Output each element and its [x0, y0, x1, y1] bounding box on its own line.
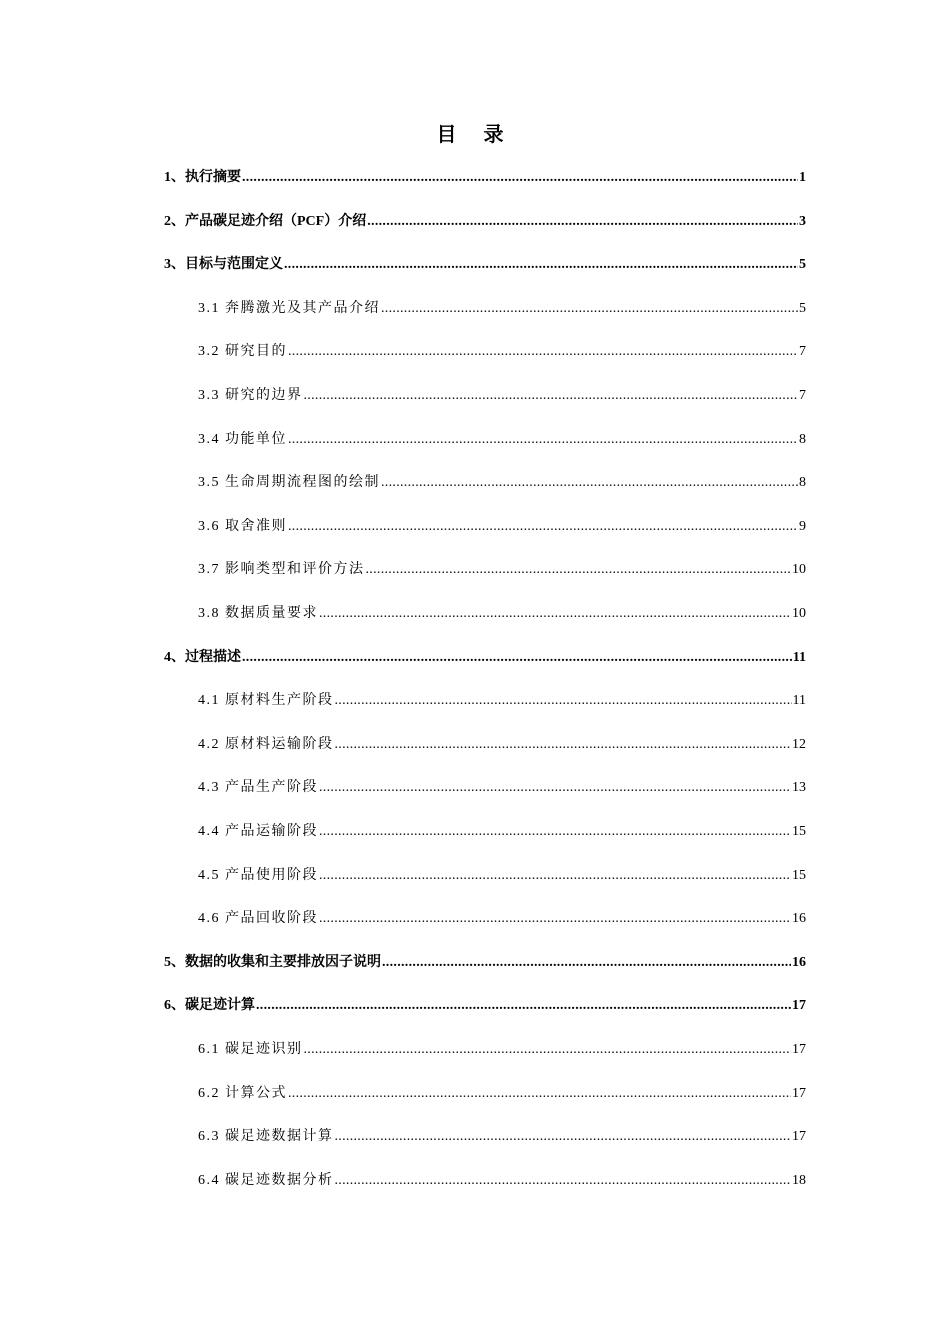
toc-entry[interactable] [198, 471, 806, 495]
toc-entry-page-number: 16 [792, 955, 806, 970]
toc-entry-label: 6、碳足迹计算 [164, 998, 255, 1013]
toc-entry-page-number: 16 [792, 911, 806, 926]
toc-entry-page-number: 11 [792, 693, 806, 708]
toc-entry-label: 5、数据的收集和主要排放因子说明 [164, 955, 381, 970]
toc-entry[interactable] [198, 733, 806, 757]
toc-leader-dots [288, 340, 798, 364]
toc-entry-label: 6.3 碳足迹数据计算 [198, 1129, 334, 1144]
toc-entry-page-number: 17 [792, 1129, 806, 1144]
toc-entry-page-number: 13 [792, 780, 806, 795]
toc-entry[interactable] [198, 776, 806, 800]
toc-entry-page-number: 15 [792, 868, 806, 883]
toc-leader-dots [304, 384, 799, 408]
toc-entry-page-number: 10 [792, 562, 806, 577]
toc-leader-dots [382, 951, 791, 975]
toc-entry-label: 4.1 原材料生产阶段 [198, 693, 334, 708]
toc-leader-dots [319, 907, 791, 931]
toc-entry-label: 4.5 产品使用阶段 [198, 868, 318, 883]
toc-entry-page-number: 17 [792, 1042, 806, 1057]
toc-entry-label: 6.2 计算公式 [198, 1086, 287, 1101]
toc-entry-page-number: 12 [792, 737, 806, 752]
toc-entry-label: 3.7 影响类型和评价方法 [198, 562, 365, 577]
toc-leader-dots [319, 864, 791, 888]
toc-entry-label: 4.2 原材料运输阶段 [198, 737, 334, 752]
toc-entry[interactable] [198, 1082, 806, 1106]
toc-entry-label: 3、目标与范围定义 [164, 257, 283, 272]
toc-entry-page-number: 9 [799, 519, 806, 534]
toc-entry-label: 3.1 奔腾激光及其产品介绍 [198, 301, 380, 316]
toc-entry-label: 2、产品碳足迹介绍（PCF）介绍 [164, 214, 367, 229]
toc-leader-dots [335, 1169, 792, 1193]
toc-leader-dots [335, 689, 792, 713]
toc-leader-dots [319, 820, 791, 844]
toc-entry-label: 6.4 碳足迹数据分析 [198, 1173, 334, 1188]
toc-entry-label: 3.4 功能单位 [198, 432, 287, 447]
toc-leader-dots [256, 994, 791, 1018]
toc-entry[interactable] [164, 166, 806, 190]
toc-leader-dots [288, 1082, 791, 1106]
toc-leader-dots [335, 1125, 792, 1149]
toc-entry[interactable] [164, 646, 806, 670]
toc-leader-dots [242, 166, 798, 190]
toc-leader-dots [319, 776, 791, 800]
toc-leader-dots [366, 558, 792, 582]
toc-leader-dots [304, 1038, 792, 1062]
toc-entry[interactable] [198, 1125, 806, 1149]
toc-entry[interactable] [198, 820, 806, 844]
toc-entry-page-number: 8 [799, 475, 806, 490]
toc-entry-label: 3.2 研究目的 [198, 344, 287, 359]
toc-leader-dots [242, 646, 792, 670]
toc-entry[interactable] [198, 558, 806, 582]
toc-entry-label: 3.6 取舍准则 [198, 519, 287, 534]
toc-entry-page-number: 5 [799, 301, 806, 316]
toc-entry-page-number: 10 [792, 606, 806, 621]
toc-entry[interactable] [198, 689, 806, 713]
toc-entry-page-number: 3 [799, 214, 806, 229]
toc-entry-label: 3.3 研究的边界 [198, 388, 303, 403]
toc-entry-label: 4.4 产品运输阶段 [198, 824, 318, 839]
toc-entry-page-number: 1 [799, 170, 806, 185]
toc-entry-label: 3.5 生命周期流程图的绘制 [198, 475, 380, 490]
toc-entry-page-number: 15 [792, 824, 806, 839]
toc-entry-page-number: 7 [799, 344, 806, 359]
toc-leader-dots [381, 297, 798, 321]
toc-entry-page-number: 5 [799, 257, 806, 272]
toc-leader-dots [381, 471, 798, 495]
toc-entry-page-number: 17 [792, 1086, 806, 1101]
toc-entry-label: 4.3 产品生产阶段 [198, 780, 318, 795]
toc-entry[interactable] [198, 297, 806, 321]
toc-leader-dots [319, 602, 791, 626]
toc-leader-dots [284, 253, 798, 277]
toc-entry[interactable] [198, 907, 806, 931]
toc-entry[interactable] [198, 340, 806, 364]
toc-leader-dots [288, 428, 798, 452]
toc-entry-page-number: 8 [799, 432, 806, 447]
toc-entry-page-number: 17 [792, 998, 806, 1013]
toc-leader-dots [335, 733, 792, 757]
toc-entry-label: 3.8 数据质量要求 [198, 606, 318, 621]
toc-entry[interactable] [164, 994, 806, 1018]
toc-leader-dots [288, 515, 798, 539]
toc-entry[interactable] [164, 210, 806, 234]
toc-title: 目 录 [436, 122, 514, 146]
toc-entry-label: 1、执行摘要 [164, 170, 241, 185]
toc-entry[interactable] [198, 1169, 806, 1193]
toc-leader-dots [367, 210, 798, 234]
toc-entry[interactable] [164, 253, 806, 277]
toc-entry[interactable] [198, 515, 806, 539]
toc-entry[interactable] [198, 1038, 806, 1062]
toc-entry-label: 4、过程描述 [164, 650, 241, 665]
toc-entry[interactable] [198, 602, 806, 626]
toc-entry[interactable] [198, 428, 806, 452]
toc-entry-label: 4.6 产品回收阶段 [198, 911, 318, 926]
toc-entry-page-number: 18 [792, 1173, 806, 1188]
toc-entry-page-number: 11 [792, 650, 806, 665]
toc-entry[interactable] [198, 864, 806, 888]
toc-entry[interactable] [164, 951, 806, 975]
toc-entry[interactable] [198, 384, 806, 408]
toc-entry-page-number: 7 [799, 388, 806, 403]
toc-entry-label: 6.1 碳足迹识别 [198, 1042, 303, 1057]
